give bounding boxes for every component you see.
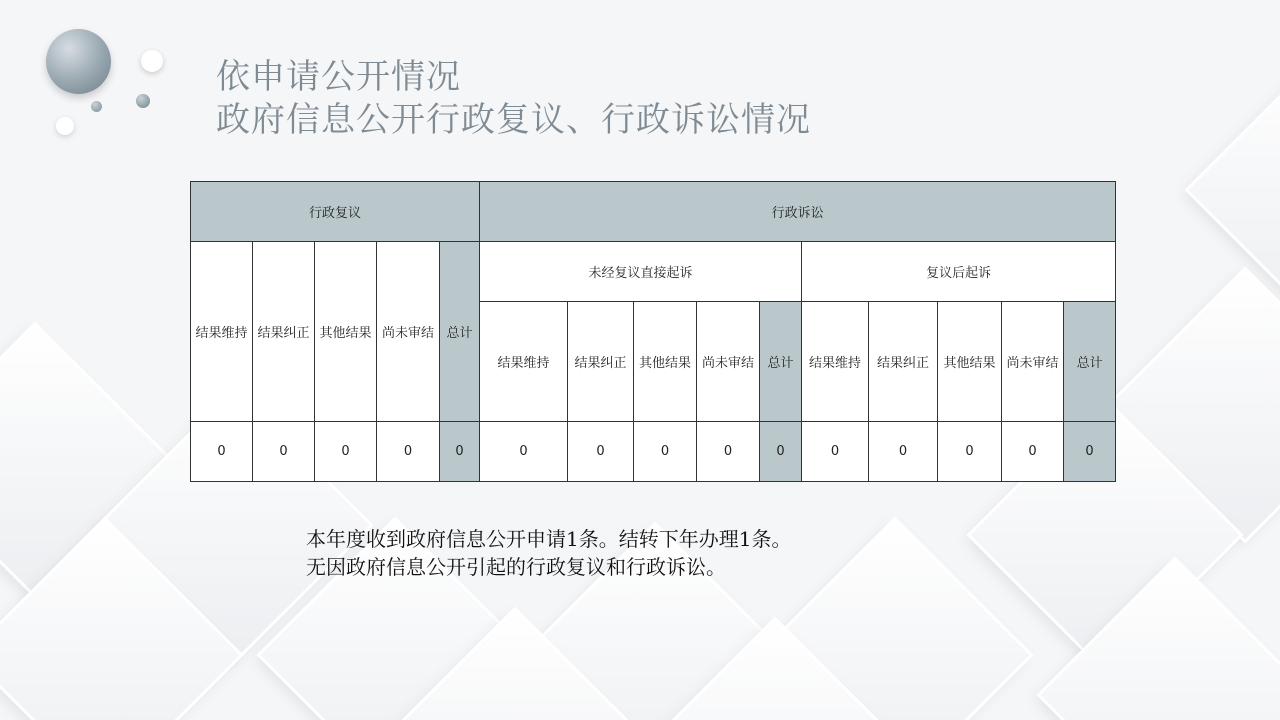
col-review-pending: 尚未审结 (377, 242, 440, 422)
col-review-upheld: 结果维持 (191, 242, 253, 422)
value-cell-total: 0 (760, 422, 802, 482)
col-after-pending: 尚未审结 (1002, 302, 1064, 422)
col-after-upheld: 结果维持 (802, 302, 869, 422)
col-direct-upheld: 结果维持 (480, 302, 568, 422)
title-line-2: 政府信息公开行政复议、行政诉讼情况 (216, 100, 811, 140)
value-cell: 0 (315, 422, 377, 482)
table-value-row (191, 422, 1116, 482)
col-after-other: 其他结果 (938, 302, 1002, 422)
col-after-corrected: 结果纠正 (869, 302, 938, 422)
header-direct-suit: 未经复议直接起诉 (480, 242, 802, 302)
col-after-total: 总计 (1064, 302, 1116, 422)
summary-text (306, 525, 791, 581)
value-cell: 0 (191, 422, 253, 482)
value-cell: 0 (1002, 422, 1064, 482)
col-direct-total: 总计 (760, 302, 802, 422)
value-cell: 0 (253, 422, 315, 482)
decorative-circle (46, 29, 111, 94)
header-admin-review: 行政复议 (191, 182, 480, 242)
value-cell: 0 (634, 422, 697, 482)
value-cell: 0 (697, 422, 760, 482)
decorative-circle (136, 94, 150, 108)
value-cell: 0 (869, 422, 938, 482)
decorative-circle (56, 117, 74, 135)
value-cell: 0 (802, 422, 869, 482)
title-line-1: 依申请公开情况 (216, 57, 461, 97)
summary-line-2: 无因政府信息公开引起的行政复议和行政诉讼。 (306, 555, 726, 579)
value-cell: 0 (480, 422, 568, 482)
col-review-corrected: 结果纠正 (253, 242, 315, 422)
header-post-review-suit: 复议后起诉 (802, 242, 1116, 302)
value-cell: 0 (568, 422, 634, 482)
value-cell-total: 0 (1064, 422, 1116, 482)
review-litigation-table (190, 181, 1116, 482)
header-admin-litigation: 行政诉讼 (480, 182, 1116, 242)
value-cell: 0 (377, 422, 440, 482)
table-subheader-row (191, 242, 1116, 302)
col-direct-corrected: 结果纠正 (568, 302, 634, 422)
col-review-total: 总计 (440, 242, 480, 422)
value-cell-total: 0 (440, 422, 480, 482)
col-direct-other: 其他结果 (634, 302, 697, 422)
decorative-circle (91, 101, 102, 112)
value-cell: 0 (938, 422, 1002, 482)
slide-title (216, 56, 811, 142)
col-review-other: 其他结果 (315, 242, 377, 422)
summary-line-1: 本年度收到政府信息公开申请1条。结转下年办理1条。 (306, 527, 792, 551)
col-direct-pending: 尚未审结 (697, 302, 760, 422)
table-header-row (191, 182, 1116, 242)
decorative-circle (141, 50, 163, 72)
